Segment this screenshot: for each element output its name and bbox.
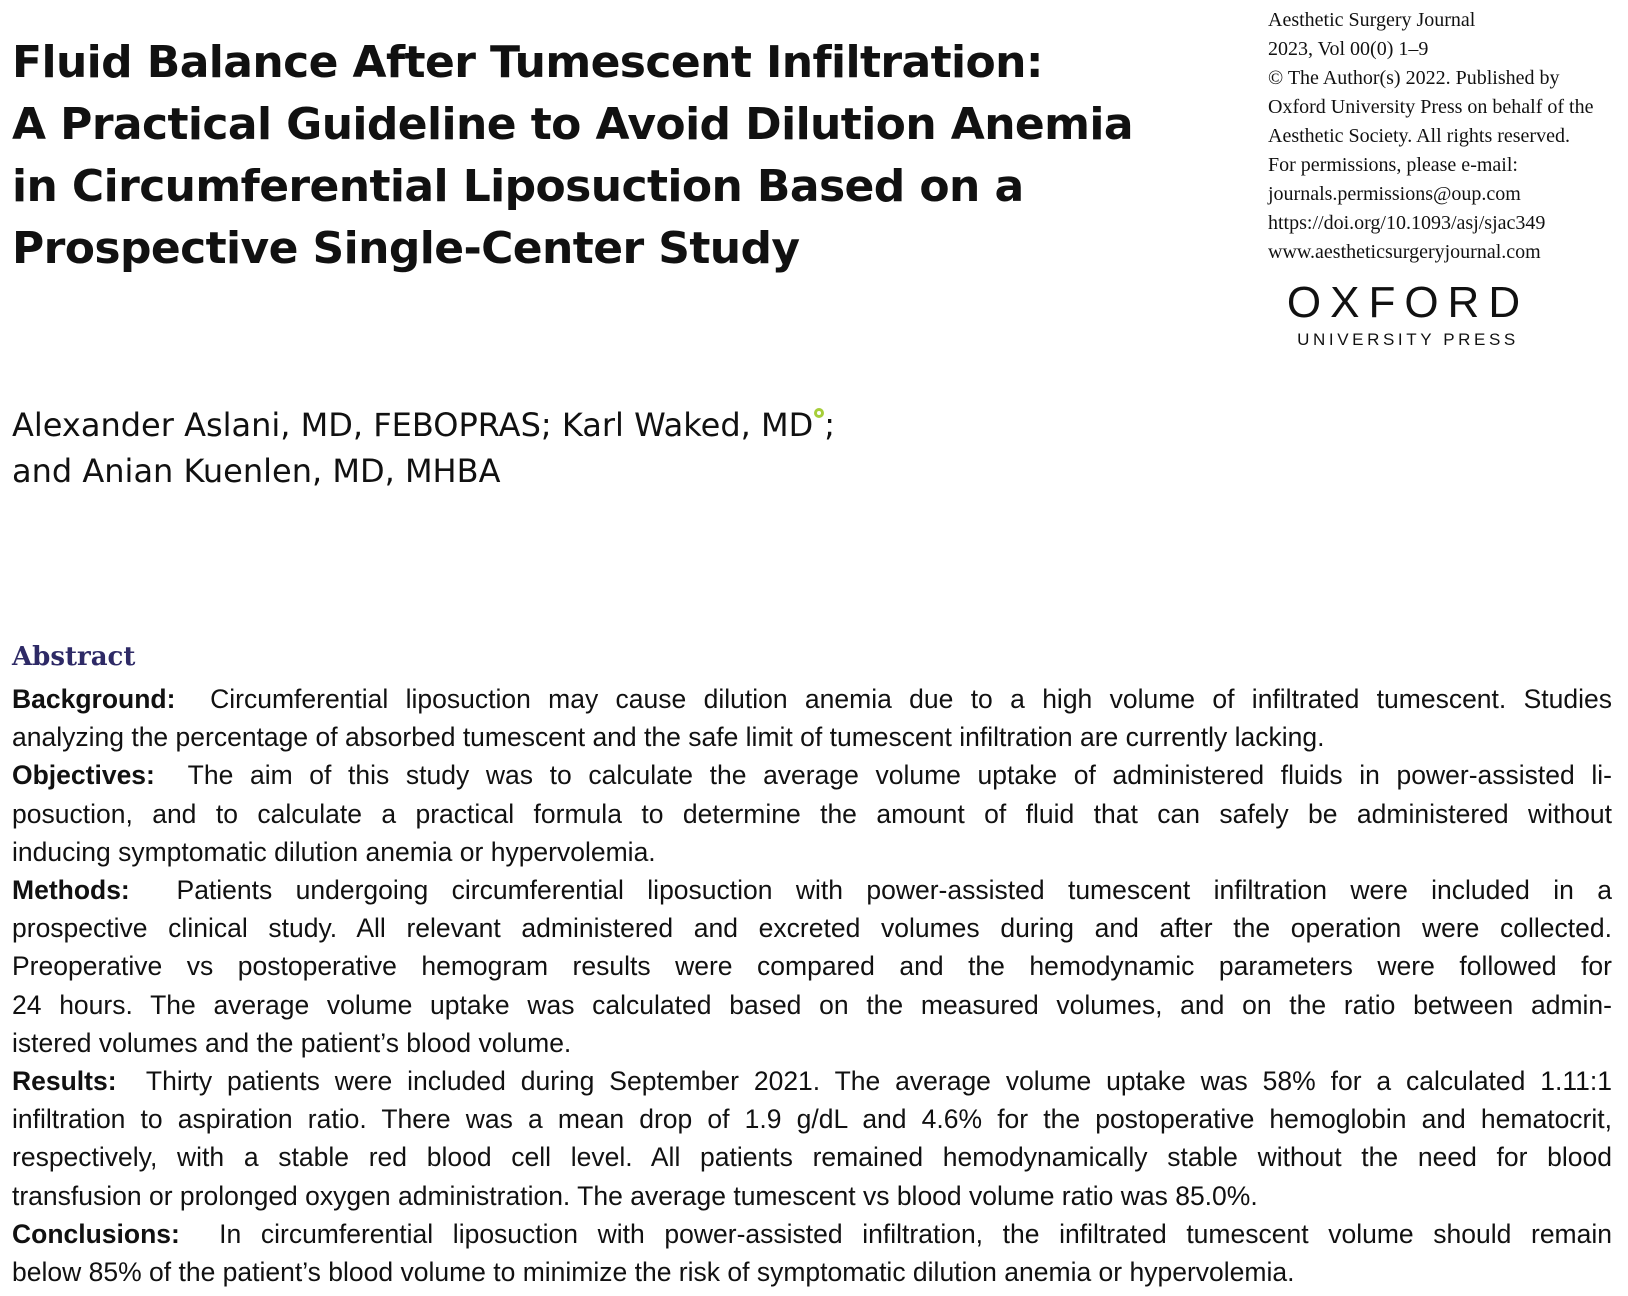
author-list [12,402,1012,494]
article-title-line: in Circumferential Liposuction Based on a [12,161,1024,212]
abstract-line [12,1215,1612,1253]
abstract-line [12,680,1612,718]
abstract-section-background [12,680,1612,756]
abstract-body [12,680,1612,1291]
author-separator: ; [824,406,836,444]
journal-info [1268,6,1628,267]
article-title-line: Prospective Single-Center Study [12,223,800,274]
abstract-line: infiltration to aspiration ratio. There was a mean drop of 1.9 g/dL and 4.6% for the postoperative hemoglobin and hematocrit, [12,1104,1612,1135]
abstract-heading: Abstract [12,642,136,672]
abstract-line [12,1062,1612,1100]
section-text: Circumferential liposuction may cause dilution anemia due to a high volume of infiltrated tumescent. Studies [210,684,1612,714]
section-text: In circumferential liposuction with power-assisted infiltration, the infiltrated tumescent volume should remain [219,1218,1612,1249]
permissions-email-link[interactable]: journals.permissions@oup.com [1268,183,1521,205]
copyright-line: © The Author(s) 2022. Published by [1268,67,1560,89]
section-label: Objectives: [12,760,155,791]
abstract-line: istered volumes and the patient’s blood volume. [12,1027,572,1058]
section-label: Results: [12,1066,117,1097]
author-names: Alexander Aslani, MD, FEBOPRAS; Karl Waked, MD [12,406,814,444]
copyright-line: Aesthetic Society. All rights reserved. [1268,125,1570,147]
section-label: Background: [12,684,176,714]
permissions-line: For permissions, please e-mail: [1268,154,1518,176]
article-title-line: A Practical Guideline to Avoid Dilution Anemia [12,99,1133,150]
doi-link[interactable]: https://doi.org/10.1093/asj/sjac349 [1268,212,1546,234]
section-text: The aim of this study was to calculate the average volume uptake of administered fluids in power-assisted li- [187,760,1613,791]
abstract-line: analyzing the percentage of absorbed tumescent and the safe limit of tumescent infiltration are currently lacking. [12,722,1325,753]
article-title-line: Fluid Balance After Tumescent Infiltration: [12,37,1043,88]
abstract-line: inducing symptomatic dilution anemia or hypervolemia. [12,836,656,867]
article-title [12,32,1242,280]
section-text: Thirty patients were included during September 2021. The average volume uptake was 58% for a calculated 1.11:1 [145,1066,1613,1097]
abstract-section-methods [12,871,1612,1062]
abstract-line: Preoperative vs postoperative hemogram results were compared and the hemodynamic parameters were followed for [12,951,1612,982]
orcid-icon[interactable] [814,408,824,418]
abstract-line: transfusion or prolonged oxygen administration. The average tumescent vs blood volume ratio was 85.0%. [12,1180,1258,1211]
author-line [12,402,1012,448]
abstract-line: 24 hours. The average volume uptake was calculated based on the measured volumes, and on the ratio between admin- [12,989,1612,1020]
section-text: Patients undergoing circumferential liposuction with power-assisted tumescent infiltration were included in a [176,875,1612,906]
abstract-section-results [12,1062,1612,1215]
logo-sub-text: UNIVERSITY PRESS [1297,330,1519,349]
abstract-line: prospective clinical study. All relevant administered and excreted volumes during and after the operation were collected. [12,913,1612,944]
section-label: Conclusions: [12,1218,180,1249]
abstract-section-objectives [12,756,1612,871]
journal-volume: 2023, Vol 00(0) 1–9 [1268,38,1429,60]
copyright-line: Oxford University Press on behalf of the [1268,96,1594,118]
section-label: Methods: [12,875,130,906]
journal-name: Aesthetic Surgery Journal [1268,9,1476,31]
abstract-line: below 85% of the patient’s blood volume to minimize the risk of symptomatic dilution anemia or hypervolemia. [12,1257,1295,1288]
abstract-line [12,871,1612,909]
author-line: and Anian Kuenlen, MD, MHBA [12,452,501,490]
abstract-section-conclusions [12,1215,1612,1291]
abstract-line: respectively, with a stable red blood cell level. All patients remained hemodynamically stable without the need for blood [12,1142,1612,1173]
oxford-university-press-logo [1268,280,1548,352]
logo-main-text: OXFORD [1286,278,1530,327]
journal-website-link[interactable]: www.aestheticsurgeryjournal.com [1268,241,1541,263]
abstract-line: posuction, and to calculate a practical formula to determine the amount of fluid that can safely be administered without [12,798,1612,829]
abstract-line [12,756,1612,794]
